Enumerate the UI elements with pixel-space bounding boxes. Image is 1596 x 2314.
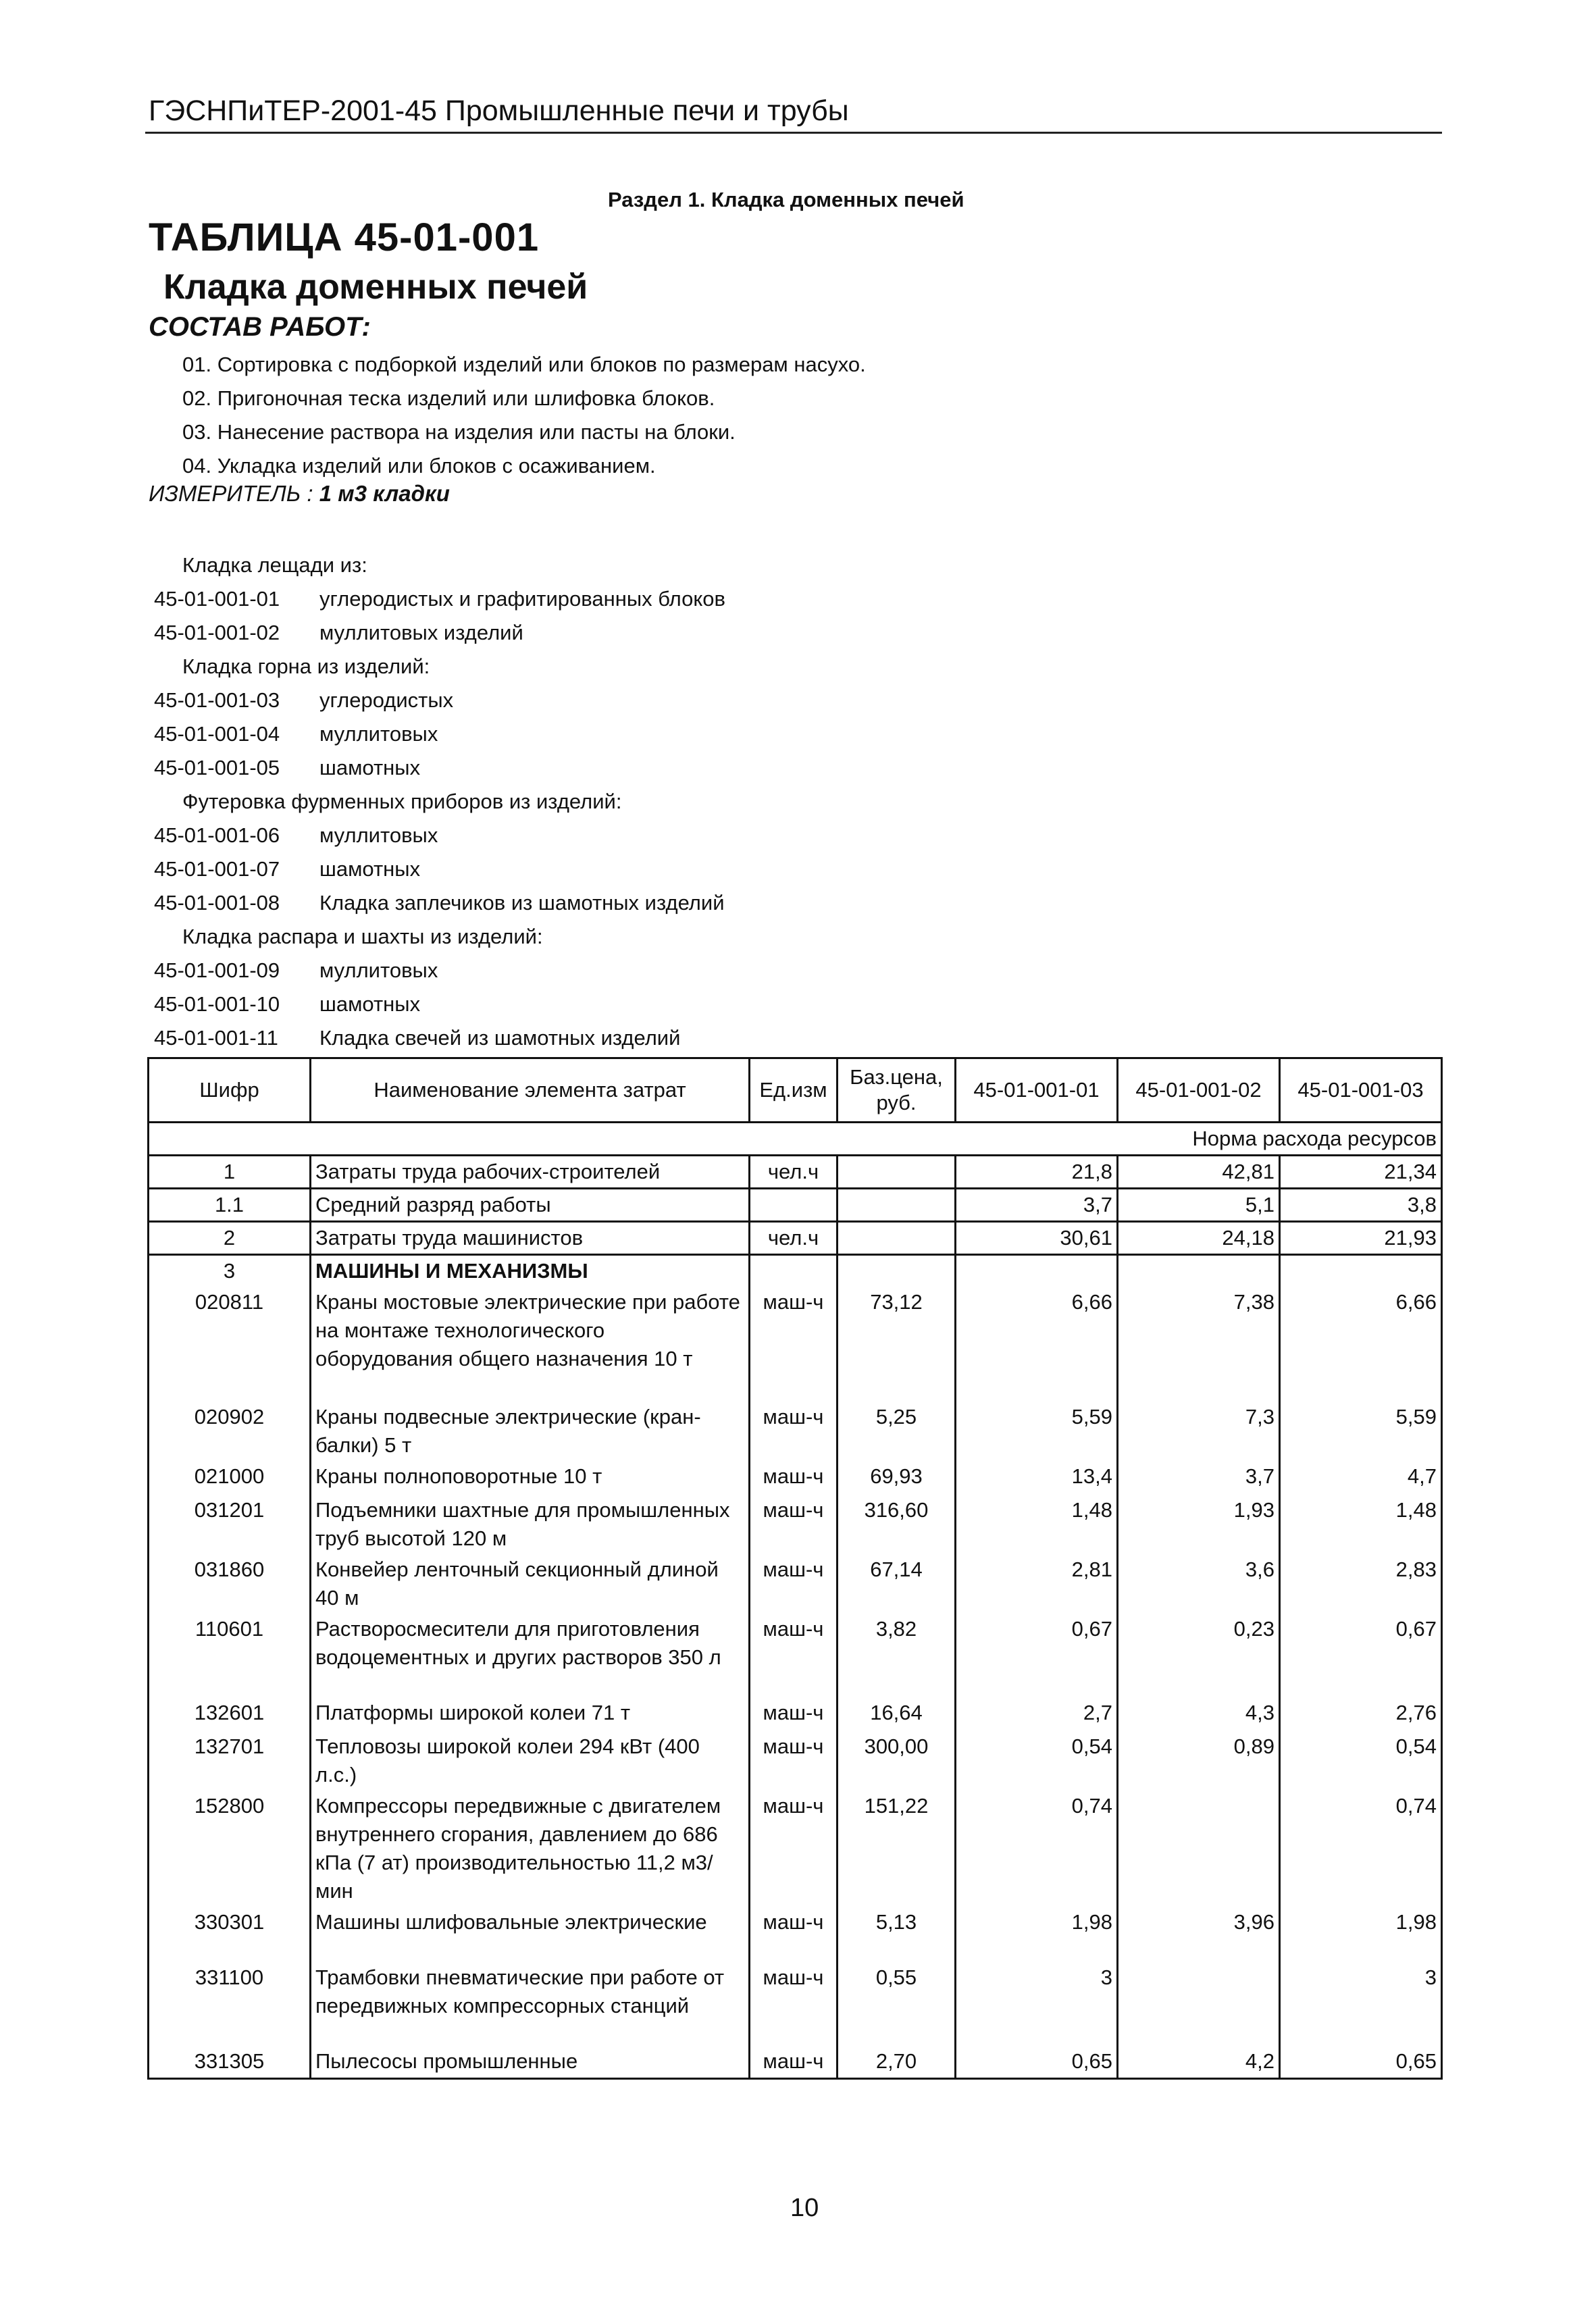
row-value-03: 4,7 [1280,1461,1442,1495]
row-code: 132701 [149,1731,311,1791]
table-row [149,1402,1442,1461]
row-value-02: 3,96 [1118,1907,1280,1962]
row-price: 16,64 [838,1697,956,1731]
work-step: 04. Укладка изделий или блоков с осаживанием. [182,454,656,478]
table-row [149,1287,1442,1402]
row-code: 031201 [149,1495,311,1554]
row-value-03: 0,67 [1280,1614,1442,1697]
header-code: Шифр [149,1058,311,1123]
row-name: Затраты труда рабочих-строителей [311,1156,750,1189]
table-row [149,1731,1442,1791]
row-name: Тепловозы широкой колеи 294 кВт (400 л.с.) [311,1731,750,1791]
table-row [149,1495,1442,1554]
code-number: 45-01-001-02 [154,621,280,644]
row-value-03: 1,98 [1280,1907,1442,1962]
row-name: Компрессоры передвижные с двигателем внутреннего сгорания, давлением до 686 кПа (7 ат) производительностью 11,2 м3/мин [311,1791,750,1907]
code-item [154,886,725,920]
row-unit: маш-ч [750,1461,838,1495]
row-value-01: 3 [956,1962,1118,2046]
row-unit [750,1255,838,1287]
code-number: 45-01-001-11 [154,1026,278,1050]
row-value-01: 21,8 [956,1156,1118,1189]
row-value-02: 4,3 [1118,1697,1280,1731]
row-unit: маш-ч [750,2046,838,2078]
row-value-02 [1118,1791,1280,1907]
row-code: 330301 [149,1907,311,1962]
row-code: 2 [149,1222,311,1255]
row-code: 110601 [149,1614,311,1697]
code-description: Кладка заплечиков из шамотных изделий [319,891,725,915]
code-description: муллитовых [319,722,438,746]
row-value-01: 0,54 [956,1731,1118,1791]
header-col-02: 45-01-001-02 [1118,1058,1280,1123]
row-value-03: 3 [1280,1962,1442,2046]
code-description: муллитовых изделий [319,621,523,644]
row-value-02: 42,81 [1118,1156,1280,1189]
code-number: 45-01-001-08 [154,891,280,915]
row-price: 5,25 [838,1402,956,1461]
row-price: 151,22 [838,1791,956,1907]
code-number: 45-01-001-04 [154,722,280,746]
row-unit: маш-ч [750,1697,838,1731]
table-title: ТАБЛИЦА 45-01-001 [149,215,540,259]
row-value-03: 6,66 [1280,1287,1442,1402]
row-unit: маш-ч [750,1287,838,1402]
code-item [154,852,725,886]
code-item [154,954,725,987]
code-item [154,987,725,1021]
code-description: шамотных [319,992,421,1016]
code-number: 45-01-001-07 [154,857,280,881]
row-value-02: 0,89 [1118,1731,1280,1791]
work-step: 03. Нанесение раствора на изделия или пасты на блоки. [182,420,736,444]
row-name: Растворосмесители для приготовления водоцементных и других растворов 350 л [311,1614,750,1697]
row-value-03: 3,8 [1280,1189,1442,1222]
measurer-label: ИЗМЕРИТЕЛЬ : [149,481,313,506]
code-item [154,1021,725,1055]
row-value-01: 1,48 [956,1495,1118,1554]
row-name: Краны полноповоротные 10 т [311,1461,750,1495]
table-row [149,1697,1442,1731]
header-price: Баз.цена, руб. [838,1058,956,1123]
code-number: 45-01-001-03 [154,688,280,712]
row-value-03 [1280,1255,1442,1287]
table-name: Кладка доменных печей [163,267,588,307]
table-row [149,1554,1442,1614]
row-code: 021000 [149,1461,311,1495]
row-price: 3,82 [838,1614,956,1697]
row-value-03: 21,93 [1280,1222,1442,1255]
row-unit: маш-ч [750,1962,838,2046]
row-value-01: 2,7 [956,1697,1118,1731]
row-code: 3 [149,1255,311,1287]
code-description: углеродистых [319,688,454,712]
row-name: МАШИНЫ И МЕХАНИЗМЫ [311,1255,750,1287]
code-group-heading: Кладка распара и шахты из изделий: [182,925,543,948]
code-item [154,819,725,852]
composition-label: СОСТАВ РАБОТ: [149,312,371,342]
row-name: Машины шлифовальные электрические [311,1907,750,1962]
row-code: 331100 [149,1962,311,2046]
header-rule [145,132,1442,134]
row-value-02: 4,2 [1118,2046,1280,2078]
row-value-01: 13,4 [956,1461,1118,1495]
row-value-03: 1,48 [1280,1495,1442,1554]
measurer [149,481,450,507]
row-value-01: 2,81 [956,1554,1118,1614]
row-price [838,1189,956,1222]
code-item [154,684,725,717]
row-unit: маш-ч [750,1495,838,1554]
table-header-row [149,1058,1442,1123]
code-number: 45-01-001-06 [154,823,280,847]
page-number: 10 [790,2194,819,2222]
row-unit: маш-ч [750,1614,838,1697]
row-unit: чел.ч [750,1156,838,1189]
table-row [149,1907,1442,1962]
row-name: Конвейер ленточный секционный длиной 40 м [311,1554,750,1614]
section-title: Раздел 1. Кладка доменных печей [608,188,964,211]
row-name: Трамбовки пневматические при работе от передвижных компрессорных станций [311,1962,750,2046]
row-unit: маш-ч [750,1554,838,1614]
row-value-01: 0,74 [956,1791,1118,1907]
row-value-01: 1,98 [956,1907,1118,1962]
row-code: 1.1 [149,1189,311,1222]
table-row [149,1156,1442,1189]
row-price: 5,13 [838,1907,956,1962]
row-price: 316,60 [838,1495,956,1554]
code-item [154,616,725,650]
code-list [154,548,725,1055]
norm-label: Норма расхода ресурсов [149,1123,1442,1156]
work-steps [182,348,866,483]
row-code: 132601 [149,1697,311,1731]
code-item [154,717,725,751]
header-name: Наименование элемента затрат [311,1058,750,1123]
code-group-heading: Футеровка фурменных приборов из изделий: [182,790,622,813]
row-price: 69,93 [838,1461,956,1495]
row-value-02: 7,38 [1118,1287,1280,1402]
row-value-01: 6,66 [956,1287,1118,1402]
table-row [149,2046,1442,2078]
norm-row [149,1123,1442,1156]
row-unit [750,1189,838,1222]
table-row [149,1255,1442,1287]
code-number: 45-01-001-05 [154,756,280,779]
row-code: 020811 [149,1287,311,1402]
row-price [838,1255,956,1287]
row-unit: чел.ч [750,1222,838,1255]
row-price: 300,00 [838,1731,956,1791]
row-name: Краны мостовые электрические при работе на монтаже технологического оборудования общего назначения 10 т [311,1287,750,1402]
row-name: Средний разряд работы [311,1189,750,1222]
row-value-03: 0,65 [1280,2046,1442,2078]
code-number: 45-01-001-01 [154,587,280,611]
work-step: 01. Сортировка с подборкой изделий или блоков по размерам насухо. [182,353,866,376]
row-name: Подъемники шахтные для промышленных труб высотой 120 м [311,1495,750,1554]
table-row [149,1189,1442,1222]
row-name: Платформы широкой колеи 71 т [311,1697,750,1731]
row-value-03: 2,76 [1280,1697,1442,1731]
code-description: муллитовых [319,823,438,847]
row-unit: маш-ч [750,1907,838,1962]
code-group-heading: Кладка лещади из: [182,553,367,577]
table-row [149,1791,1442,1907]
row-code: 031860 [149,1554,311,1614]
running-header: ГЭСНПиТЕР-2001-45 Промышленные печи и трубы [149,95,849,127]
row-name: Затраты труда машинистов [311,1222,750,1255]
table-row [149,1461,1442,1495]
table-row [149,1614,1442,1697]
row-value-01 [956,1255,1118,1287]
row-value-03: 5,59 [1280,1402,1442,1461]
code-description: шамотных [319,756,421,779]
table-row [149,1962,1442,2046]
row-code: 020902 [149,1402,311,1461]
header-col-01: 45-01-001-01 [956,1058,1118,1123]
work-step: 02. Пригоночная теска изделий или шлифовка блоков. [182,386,715,410]
row-name: Пылесосы промышленные [311,2046,750,2078]
row-price: 2,70 [838,2046,956,2078]
row-name: Краны подвесные электрические (кран-балки) 5 т [311,1402,750,1461]
row-value-03: 21,34 [1280,1156,1442,1189]
row-value-02: 1,93 [1118,1495,1280,1554]
row-unit: маш-ч [750,1791,838,1907]
code-description: шамотных [319,857,421,881]
code-group-heading: Кладка горна из изделий: [182,654,430,678]
row-value-01: 30,61 [956,1222,1118,1255]
row-value-02: 3,7 [1118,1461,1280,1495]
row-value-01: 5,59 [956,1402,1118,1461]
row-value-03: 2,83 [1280,1554,1442,1614]
row-price [838,1222,956,1255]
header-unit: Ед.изм [750,1058,838,1123]
code-item [154,582,725,616]
row-code: 152800 [149,1791,311,1907]
row-price: 0,55 [838,1962,956,2046]
row-value-02: 5,1 [1118,1189,1280,1222]
row-value-03: 0,74 [1280,1791,1442,1907]
header-col-03: 45-01-001-03 [1280,1058,1442,1123]
row-value-01: 0,67 [956,1614,1118,1697]
code-description: Кладка свечей из шамотных изделий [319,1026,681,1050]
row-value-02 [1118,1255,1280,1287]
table-row [149,1222,1442,1255]
code-description: муллитовых [319,958,438,982]
measurer-value: 1 м3 кладки [319,481,450,506]
row-value-02: 0,23 [1118,1614,1280,1697]
row-price: 73,12 [838,1287,956,1402]
row-unit: маш-ч [750,1731,838,1791]
row-price [838,1156,956,1189]
row-price: 67,14 [838,1554,956,1614]
code-number: 45-01-001-10 [154,992,280,1016]
row-unit: маш-ч [750,1402,838,1461]
row-value-03: 0,54 [1280,1731,1442,1791]
code-item [154,751,725,785]
row-value-02: 7,3 [1118,1402,1280,1461]
row-value-02: 24,18 [1118,1222,1280,1255]
row-value-02 [1118,1962,1280,2046]
resource-table [147,1057,1443,2080]
code-description: углеродистых и графитированных блоков [319,587,725,611]
row-code: 1 [149,1156,311,1189]
code-number: 45-01-001-09 [154,958,280,982]
row-value-01: 3,7 [956,1189,1118,1222]
row-value-01: 0,65 [956,2046,1118,2078]
row-code: 331305 [149,2046,311,2078]
row-value-02: 3,6 [1118,1554,1280,1614]
